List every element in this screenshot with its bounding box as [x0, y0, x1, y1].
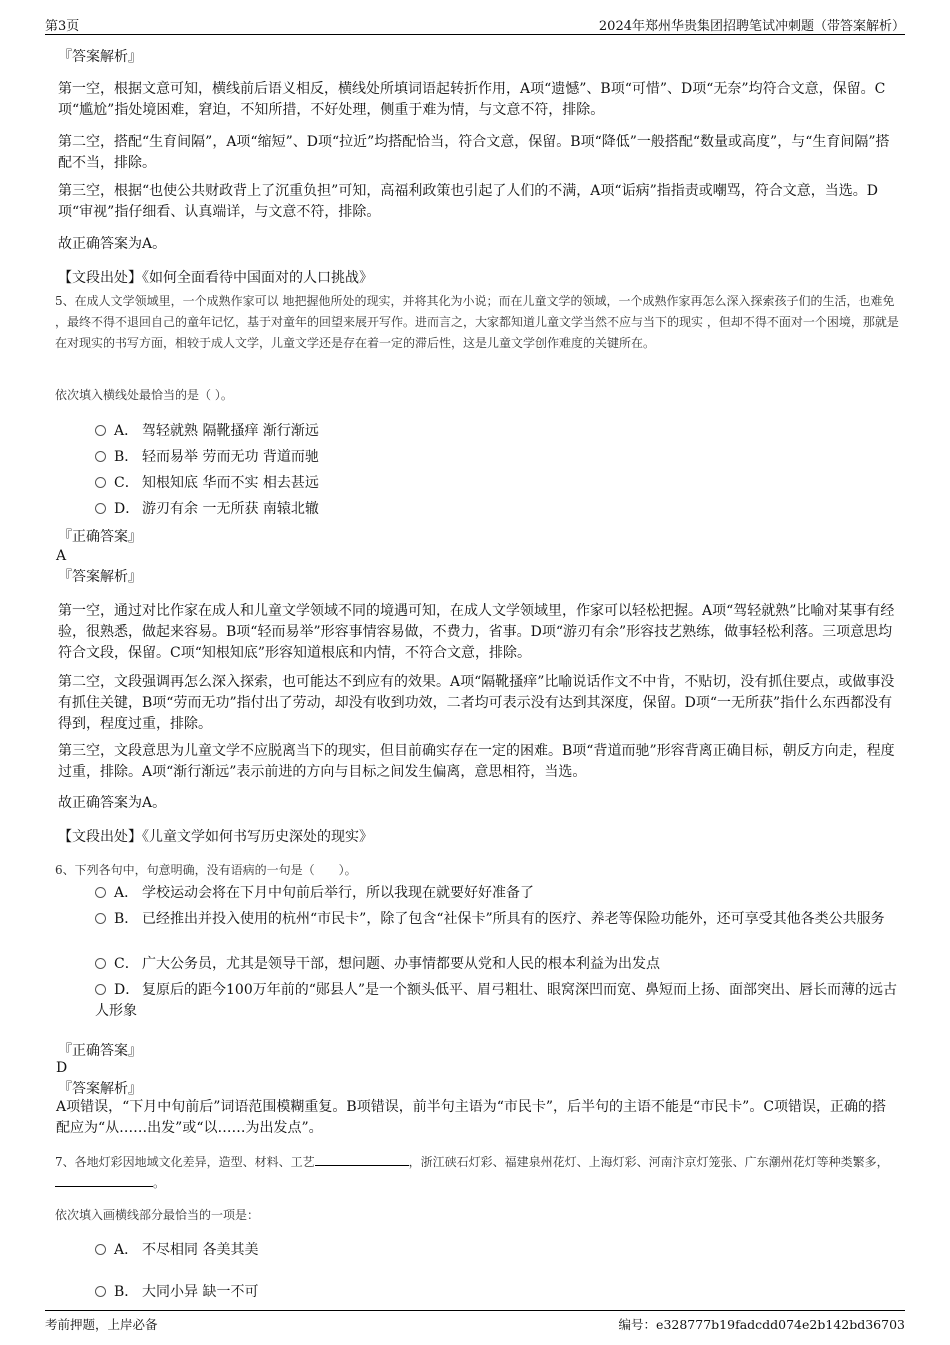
document-code: 编号：e328777b19fadcdd074e2b142bd36703 [618, 1317, 905, 1332]
q6-option-a[interactable]: A． 学校运动会将在下月中旬前后举行，所以我现在就要好好准备了 [95, 883, 900, 904]
radio-icon[interactable] [95, 958, 106, 969]
q7-prompt: 依次填入画横线部分最恰当的一项是： [55, 1208, 260, 1222]
q5-prompt: 依次填入横线处最恰当的是（ ）。 [55, 388, 233, 402]
q6-stem: 6、下列各句中，句意明确，没有语病的一句是（ ）。 [55, 863, 357, 877]
q5-analysis-p3: 第三空，文段意思为儿童文学不应脱离当下的现实，但目前确实存在一定的困难。B项“背道而驰”形容背离正确目标，朝反方向走，程度过重，排除。A项“渐行渐远”表示前进的方向与目标之间发生偏离，意思相符，当选。 [58, 743, 895, 780]
q5-option-c[interactable]: C． 知根知底 华而不实 相去甚远 [95, 473, 900, 494]
q7-option-b[interactable]: B． 大同小异 缺一不可 [95, 1282, 900, 1303]
q5-option-d[interactable]: D． 游刃有余 一无所获 南辕北辙 [95, 499, 900, 520]
radio-icon[interactable] [95, 913, 106, 924]
fill-blank [55, 1174, 153, 1187]
q4-analysis-p2: 第二空，搭配“生育间隔”，A项“缩短”、D项“拉近”均搭配恰当，符合文意，保留。B项“降低”一般搭配“数量或高度”，与“生育间隔”搭配不当，排除。 [58, 134, 890, 171]
page-number: 第3页 [45, 19, 80, 34]
q7-option-a[interactable]: A． 不尽相同 各美其美 [95, 1240, 900, 1261]
page-header [45, 12, 905, 35]
q5-conclusion: 故正确答案为A。 [58, 795, 167, 811]
q4-analysis-label: 『答案解析』 [58, 49, 142, 65]
q6-option-c[interactable]: C． 广大公务员，尤其是领导干部，想问题、办事情都要从党和人民的根本利益为出发点 [95, 954, 900, 975]
q4-analysis-p1: 第一空，根据文意可知，横线前后语义相反，横线处所填词语起转折作用，A项“遗憾”、B项“可惜”、D项“无奈”均符合文意，保留。C项“尴尬”指处境困难，窘迫，不知所措，不好处理，侧重于难为情，与文意不符，排除。 [58, 81, 886, 118]
document-title: 2024年郑州华贵集团招聘笔试冲刺题（带答案解析） [598, 19, 905, 34]
q5-analysis-p2: 第二空，文段强调再怎么深入探索，也可能达不到应有的效果。A项“隔靴搔痒”比喻说话作文不中肯，不贴切，没有抓住要点，或做事没有抓住关键，B项“劳而无功”指付出了劳动，却没有收到功效，二者均可表示没有达到其深度，保留。D项“一无所获”指什么东西都没有得到，程度过重，排除。 [58, 674, 895, 732]
page-footer [45, 1310, 905, 1333]
fill-blank [315, 1153, 409, 1166]
q5-source: 【文段出处】《儿童文学如何书写历史深处的现实》 [58, 829, 373, 845]
q5-stem: 5、在成人文学领域里，一个成熟作家可以 地把握他所处的现实，并将其化为小说；而在儿童文学的领域，一个成熟作家再怎么深入探索孩子们的生活，也难免 ，最终不得不退回自己的童年记忆，基于对童年的回望来展开写作。进而言之，大家都知道儿童文学当然不应与当下的现实 ，但却不得不面对一个困境，那就是在对现实的书写方面，相较于成人文学，儿童文学还是存在着一定的滞后性，这是儿童文学创作难度的关键所在。 [55, 294, 899, 350]
q6-analysis-label: 『答案解析』 [58, 1081, 142, 1097]
q4-source: 【文段出处】《如何全面看待中国面对的人口挑战》 [58, 270, 373, 286]
q6-option-d[interactable]: D． 复原后的距今100万年前的“郧县人”是一个额头低平、眉弓粗壮、眼窝深凹而宽、鼻短而上扬、面部突出、唇长而薄的远古人形象 [95, 982, 898, 1019]
radio-icon[interactable] [95, 425, 106, 436]
q5-analysis-label: 『答案解析』 [58, 569, 142, 585]
q5-answer: A [56, 548, 67, 564]
radio-icon[interactable] [95, 1244, 106, 1255]
radio-icon[interactable] [95, 1286, 106, 1297]
q4-analysis-p3: 第三空，根据“也使公共财政背上了沉重负担”可知，高福利政策也引起了人们的不满，A项“诟病”指指责或嘲骂，符合文意，当选。D项“审视”指仔细看、认真端详，与文意不符，排除。 [58, 183, 878, 220]
q5-option-b[interactable]: B． 轻而易举 劳而无功 背道而驰 [95, 447, 900, 468]
footer-slogan: 考前押题，上岸必备 [45, 1317, 158, 1332]
radio-icon[interactable] [95, 477, 106, 488]
q6-option-b[interactable]: B． 已经推出并投入使用的杭州“市民卡”，除了包含“社保卡”所具有的医疗、养老等保险功能外，还可享受其他各类公共服务 [95, 909, 900, 930]
radio-icon[interactable] [95, 984, 106, 995]
radio-icon[interactable] [95, 887, 106, 898]
q5-option-a[interactable]: A． 驾轻就熟 隔靴搔痒 渐行渐远 [95, 421, 900, 442]
radio-icon[interactable] [95, 503, 106, 514]
q4-conclusion: 故正确答案为A。 [58, 236, 167, 252]
q6-analysis: A项错误，“下月中旬前后”词语范围模糊重复。B项错误，前半句主语为“市民卡”，后半句的主语不能是“市民卡”。C项错误，正确的搭配应为“从……出发”或“以……为出发点”。 [56, 1099, 887, 1136]
q6-answer: D [56, 1060, 68, 1076]
q5-analysis-p1: 第一空，通过对比作家在成人和儿童文学领域不同的境遇可知，在成人文学领域里，作家可以轻松把握。A项“驾轻就熟”比喻对某事有经验，很熟悉，做起来容易。B项“轻而易举”形容事情容易做，不费力，省事。D项“游刃有余”形容技艺熟练，做事轻松利落。三项意思均符合文段，保留。C项“知根知底”形容知道根底和内情，不符合文意，排除。 [58, 603, 895, 661]
q7-stem: 7、各地灯彩因地域文化差异，造型、材料、工艺 ，浙江硖石灯彩、福建泉州花灯、上海灯彩、河南汴京灯笼张、广东潮州花灯等种类繁多，。 [55, 1155, 889, 1190]
radio-icon[interactable] [95, 451, 106, 462]
q6-answer-label: 『正确答案』 [58, 1043, 142, 1059]
q5-answer-label: 『正确答案』 [58, 529, 142, 545]
